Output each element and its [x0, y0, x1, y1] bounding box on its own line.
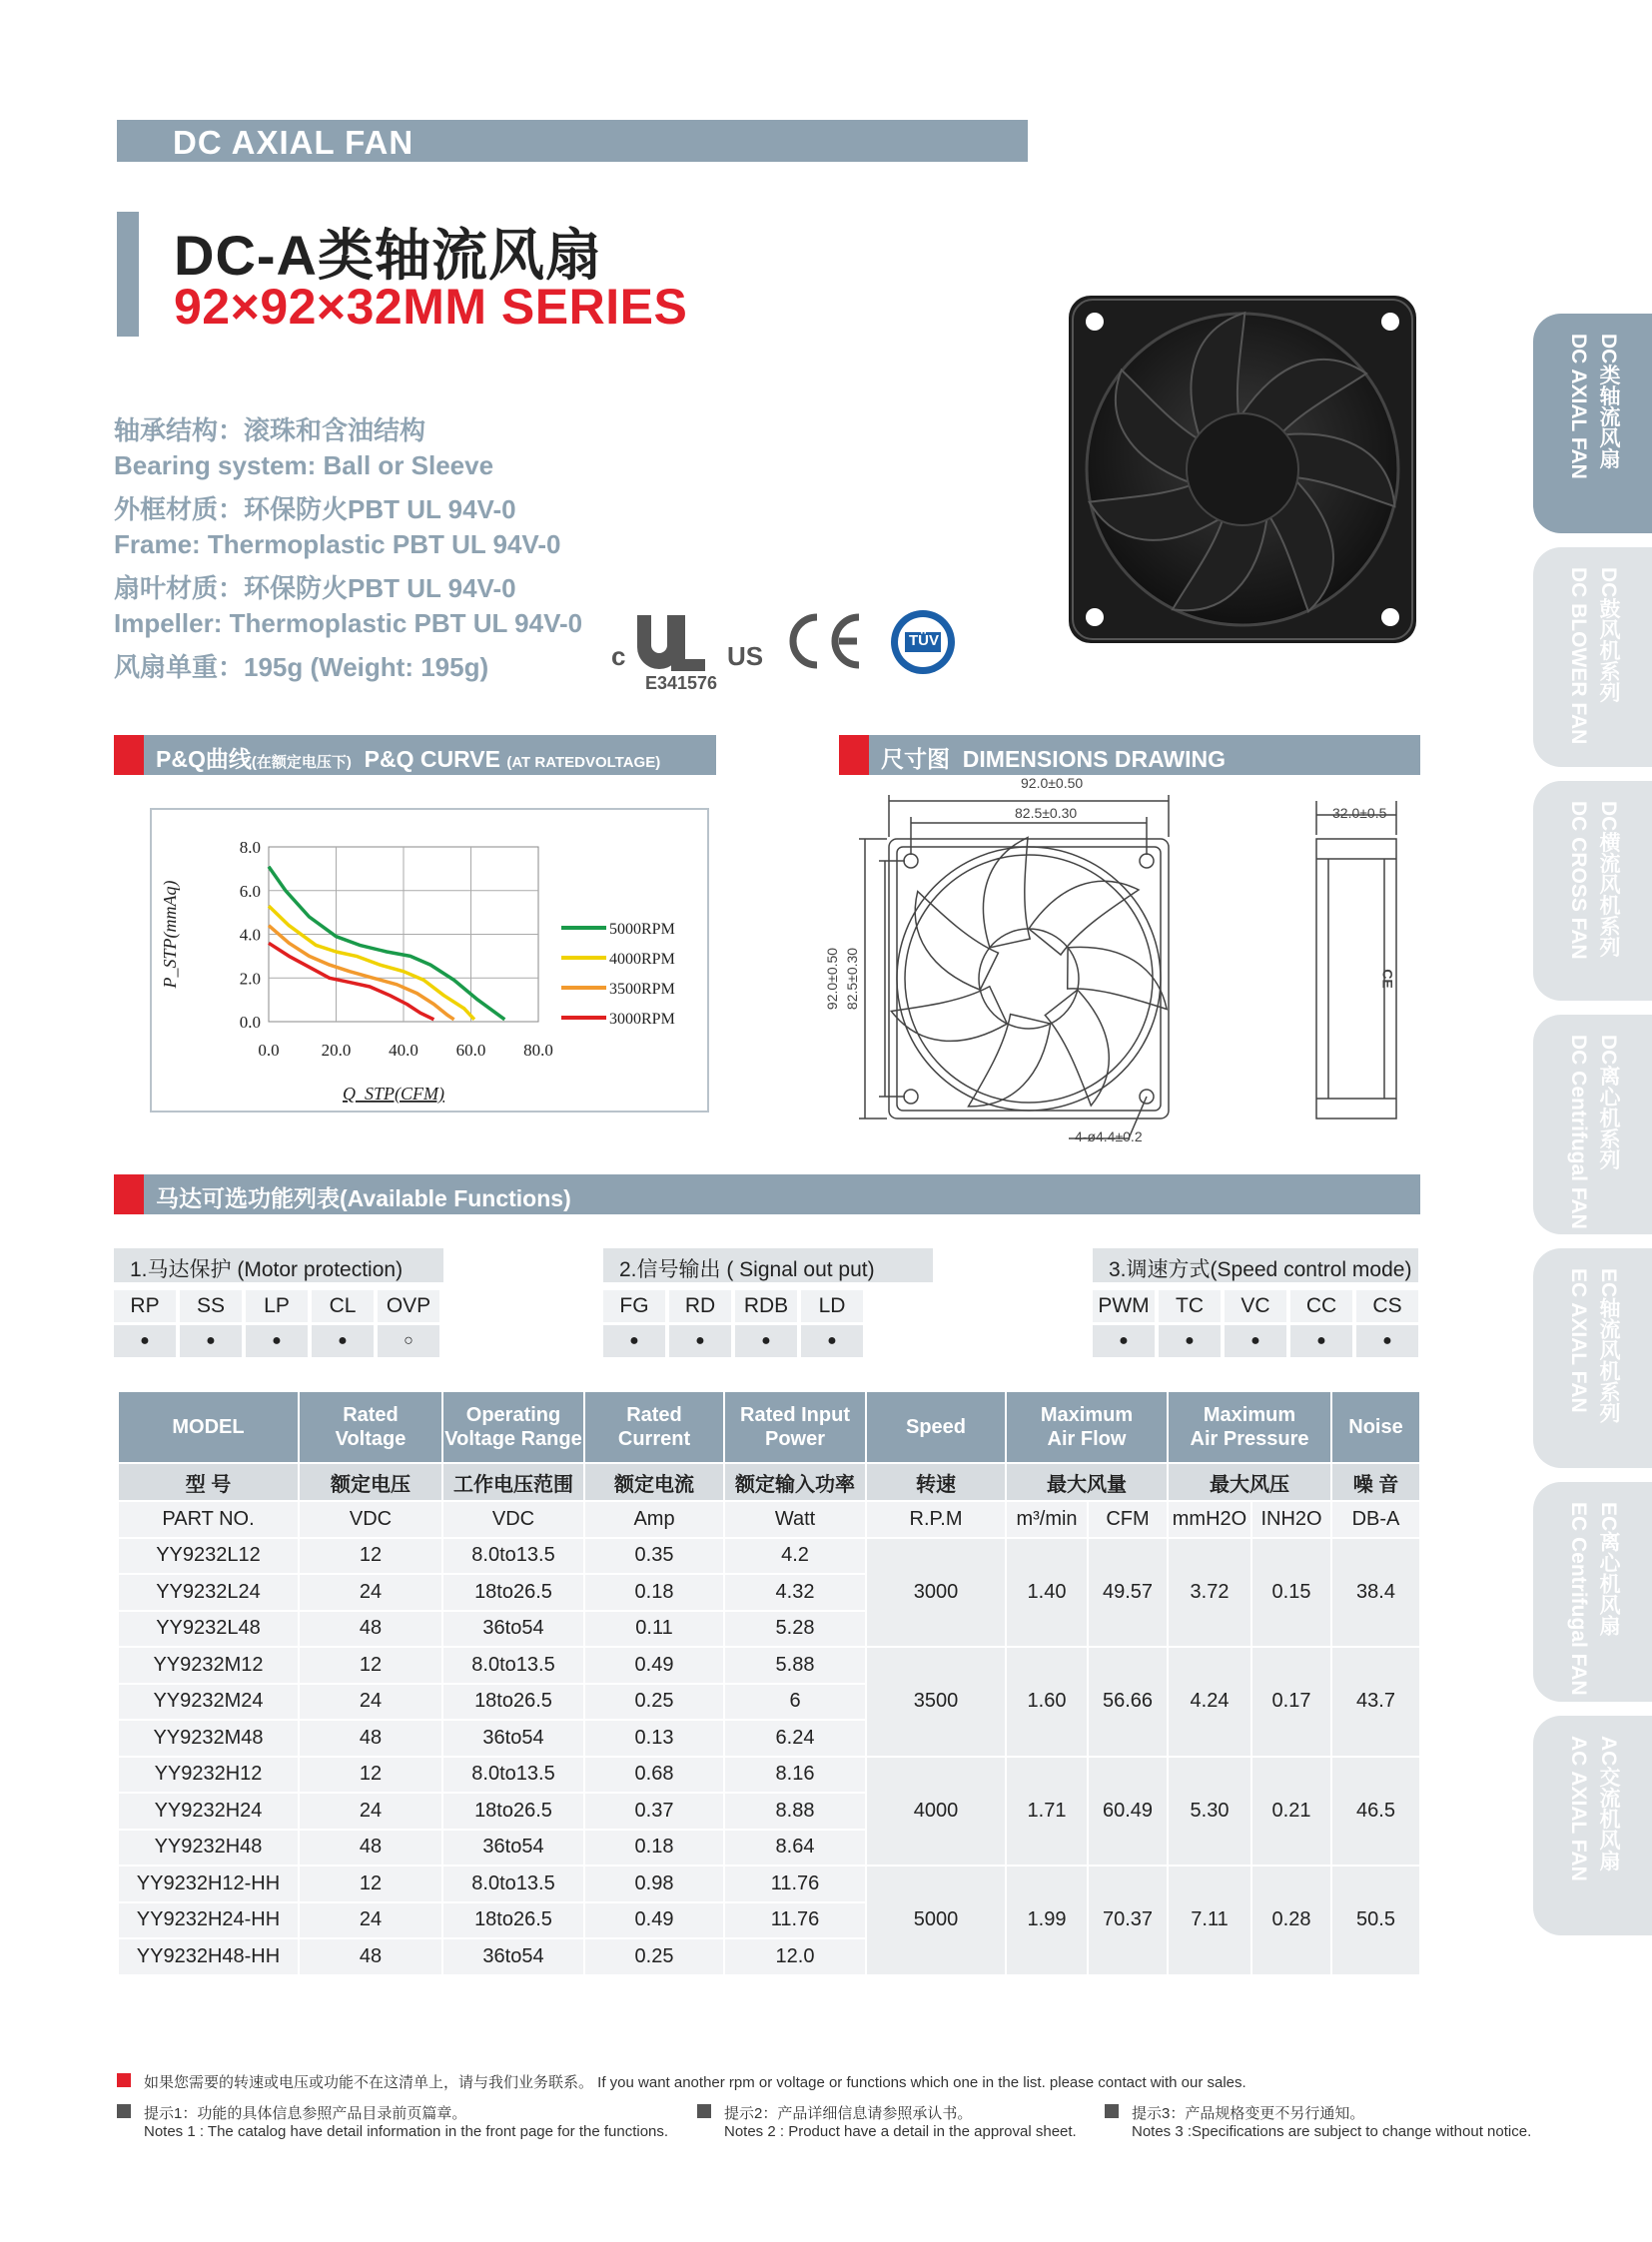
- footer-note2-en: Notes 2 : Product have a detail in the approval sheet.: [724, 2123, 1077, 2140]
- spec-impeller-zh: 扇叶材质：环保防火PBT UL 94V-0: [114, 573, 516, 603]
- pq-curve-title: [156, 741, 660, 774]
- table-group-cell: 56.66: [1088, 1647, 1168, 1757]
- table-group-cell: 1.60: [1006, 1647, 1088, 1757]
- th-operating-range: Operating Voltage Range: [442, 1391, 584, 1463]
- table-cell: 36to54: [442, 1611, 584, 1648]
- th-zh: 噪 音: [1331, 1463, 1420, 1501]
- ul-c-mark: c: [611, 641, 626, 671]
- func-availability-mark: ●: [312, 1325, 374, 1357]
- func-group-title: 3.调速方式(Speed control mode): [1093, 1248, 1418, 1282]
- table-cell: 0.25: [584, 1938, 724, 1975]
- func-availability-mark: ●: [246, 1325, 308, 1357]
- x-tick-label: 80.0: [523, 1041, 553, 1060]
- func-option-tc: TC: [1159, 1290, 1221, 1322]
- func-option-ovp: OVP: [378, 1290, 439, 1322]
- table-cell: 8.0to13.5: [442, 1647, 584, 1684]
- table-group-cell: 4000: [866, 1757, 1006, 1867]
- func-availability-mark: ●: [180, 1325, 242, 1357]
- series-title: 92×92×32MM SERIES: [174, 279, 688, 335]
- drawing-blade: [1028, 984, 1124, 1108]
- table-group-cell: 1.99: [1006, 1866, 1088, 1975]
- func-availability-mark: ○: [378, 1325, 439, 1357]
- func-option-fg: FG: [603, 1290, 665, 1322]
- table-cell: 6: [724, 1684, 866, 1721]
- footer-note3-en: Notes 3 :Specifications are subject to change without notice.: [1132, 2123, 1532, 2140]
- table-cell: 36to54: [442, 1830, 584, 1867]
- dim-overall-width: 92.0±0.50: [1021, 775, 1084, 791]
- th-unit: mmH2O: [1168, 1501, 1251, 1538]
- table-cell: YY9232H12: [118, 1757, 299, 1794]
- nav-tab-dc-cross[interactable]: [1533, 781, 1652, 1001]
- nav-tab-en: DC Centrifugal FAN: [1567, 1035, 1590, 1229]
- func-group-title: 2.信号输出 ( Signal out put): [603, 1248, 933, 1282]
- table-cell: 0.49: [584, 1902, 724, 1939]
- table-cell: 0.11: [584, 1611, 724, 1648]
- th-unit: VDC: [442, 1501, 584, 1538]
- footer-note2-zh: 提示2：产品详细信息请参照承认书。: [724, 2105, 973, 2122]
- footer-note1-zh: 提示1：功能的具体信息参照产品目录前页篇章。: [144, 2105, 467, 2122]
- ul-us-mark: US: [727, 641, 764, 671]
- pq-en: P&Q CURVE: [364, 746, 500, 772]
- table-cell: 8.0to13.5: [442, 1866, 584, 1902]
- footer-square: [1105, 2104, 1119, 2118]
- spec-frame-en: Frame: Thermoplastic PBT UL 94V-0: [114, 529, 561, 559]
- table-group-cell: 7.11: [1168, 1866, 1251, 1975]
- table-cell: YY9232H48: [118, 1830, 299, 1867]
- table-body: [118, 1538, 1420, 1975]
- footer-note1-en: Notes 1 : The catalog have detail information in the front page for the functions.: [144, 2123, 669, 2140]
- nav-tab-en: DC AXIAL FAN: [1567, 334, 1590, 479]
- footer-square: [697, 2104, 711, 2118]
- functions-title: 马达可选功能列表(Available Functions): [156, 1185, 571, 1211]
- func-group-motor: [114, 1248, 443, 1282]
- table-cell: 4.2: [724, 1538, 866, 1575]
- table-cell: 18to26.5: [442, 1574, 584, 1611]
- page-title: DC-A类轴流风扇: [174, 224, 602, 287]
- table-cell: 12: [299, 1538, 442, 1575]
- table-cell: YY9232M24: [118, 1684, 299, 1721]
- nav-tab-en: EC Centrifugal FAN: [1567, 1502, 1590, 1696]
- table-row: [118, 1757, 1420, 1794]
- table-cell: YY9232H24-HH: [118, 1902, 299, 1939]
- func-option-ld: LD: [801, 1290, 863, 1322]
- func-group-signal: [603, 1248, 933, 1282]
- drawing-blade: [940, 1001, 1071, 1115]
- table-cell: 0.18: [584, 1574, 724, 1611]
- table-group-cell: 3.72: [1168, 1538, 1251, 1648]
- nav-tab-zh: DC类轴流风扇: [1597, 334, 1620, 469]
- table-cell: 8.0to13.5: [442, 1757, 584, 1794]
- func-option-pwm: PWM: [1093, 1290, 1155, 1322]
- func-availability-mark: ●: [735, 1325, 797, 1357]
- th-air-flow: Maximum Air Flow: [1006, 1391, 1168, 1463]
- table-cell: 8.16: [724, 1757, 866, 1794]
- table-cell: 11.76: [724, 1866, 866, 1902]
- nav-tab-en: DC BLOWER FAN: [1567, 567, 1590, 745]
- func-option-rd: RD: [669, 1290, 731, 1322]
- nav-tab-label: [1563, 1502, 1623, 1696]
- nav-tab-label: [1563, 1736, 1623, 1881]
- th-zh: 最大风量: [1006, 1463, 1168, 1501]
- th-unit: m³/min: [1006, 1501, 1088, 1538]
- table-cell: 8.0to13.5: [442, 1538, 584, 1575]
- category-band: [117, 120, 1028, 162]
- table-cell: 18to26.5: [442, 1684, 584, 1721]
- nav-tab-label: [1563, 1035, 1623, 1229]
- table-cell: 24: [299, 1574, 442, 1611]
- footer-square: [117, 2104, 131, 2118]
- ul-cert-logo: [609, 607, 769, 697]
- func-availability-mark: ●: [801, 1325, 863, 1357]
- spec-table: [117, 1390, 1421, 1976]
- table-group-cell: 0.28: [1251, 1866, 1331, 1975]
- dimensions-header: [839, 735, 1420, 775]
- table-cell: 0.25: [584, 1684, 724, 1721]
- dim-en: DIMENSIONS DRAWING: [962, 746, 1227, 772]
- table-header-units: [118, 1501, 1420, 1538]
- section-marker: [839, 735, 869, 775]
- section-marker: [114, 1174, 144, 1214]
- th-unit: CFM: [1088, 1501, 1168, 1538]
- table-cell: YY9232M48: [118, 1720, 299, 1757]
- dim-hole-spacing-v: 82.5±0.30: [844, 947, 861, 1011]
- table-cell: 12: [299, 1866, 442, 1902]
- pq-curve-header: [114, 735, 716, 775]
- y-tick-label: 0.0: [239, 1013, 261, 1032]
- table-cell: 0.49: [584, 1647, 724, 1684]
- th-zh: 额定电压: [299, 1463, 442, 1501]
- nav-tab-zh: EC轴流风机系列: [1597, 1268, 1620, 1424]
- th-unit: Watt: [724, 1501, 866, 1538]
- fan-product-photo: [1067, 294, 1418, 645]
- ce-mark-logo: [783, 611, 865, 671]
- spec-bearing-en: Bearing system: Ball or Sleeve: [114, 450, 494, 480]
- th-rated-voltage: Rated Voltage: [299, 1391, 442, 1463]
- func-availability-mark: ●: [1093, 1325, 1155, 1357]
- table-cell: 0.18: [584, 1830, 724, 1867]
- dim-zh: 尺寸图: [881, 746, 950, 772]
- table-group-cell: 60.49: [1088, 1757, 1168, 1867]
- th-unit: DB-A: [1331, 1501, 1420, 1538]
- table-cell: 12.0: [724, 1938, 866, 1975]
- func-option-rdb: RDB: [735, 1290, 797, 1322]
- nav-tab-zh: AC交流机风扇: [1597, 1736, 1620, 1871]
- table-group-cell: 50.5: [1331, 1866, 1420, 1975]
- table-group-cell: 0.17: [1251, 1647, 1331, 1757]
- x-axis-label: Q_STP(CFM): [343, 1084, 444, 1104]
- table-cell: 5.88: [724, 1647, 866, 1684]
- nav-tab-ec-centrifugal[interactable]: [1533, 1482, 1652, 1702]
- tuv-logo: [889, 608, 957, 676]
- category-title: DC AXIAL FAN: [173, 124, 414, 161]
- table-cell: YY9232L24: [118, 1574, 299, 1611]
- footer-red-square: [117, 2073, 131, 2087]
- th-zh: 转速: [866, 1463, 1006, 1501]
- func-group-speed: [1093, 1248, 1418, 1282]
- nav-tab-zh: EC离心机风扇: [1597, 1502, 1620, 1637]
- table-group-cell: 46.5: [1331, 1757, 1420, 1867]
- func-option-vc: VC: [1225, 1290, 1286, 1322]
- pq-zh: P&Q曲线: [156, 746, 252, 772]
- th-rated-current: Rated Current: [584, 1391, 724, 1463]
- x-tick-label: 20.0: [321, 1041, 352, 1060]
- spec-impeller-en: Impeller: Thermoplastic PBT UL 94V-0: [114, 608, 583, 638]
- table-cell: 48: [299, 1938, 442, 1975]
- table-cell: 18to26.5: [442, 1793, 584, 1830]
- func-option-lp: LP: [246, 1290, 308, 1322]
- drawing-blade: [909, 877, 1005, 1001]
- th-zh: 最大风压: [1168, 1463, 1331, 1501]
- legend-label: 3500RPM: [609, 981, 675, 998]
- section-marker: [114, 735, 144, 775]
- table-cell: 48: [299, 1830, 442, 1867]
- table-group-cell: 38.4: [1331, 1538, 1420, 1648]
- table-cell: 0.37: [584, 1793, 724, 1830]
- table-row: [118, 1866, 1420, 1902]
- table-group-cell: 0.21: [1251, 1757, 1331, 1867]
- y-axis-label: P_STP(mmAq): [160, 880, 180, 989]
- dimensions-drawing: [824, 775, 1418, 1154]
- func-availability-mark: ●: [1225, 1325, 1286, 1357]
- table-cell: 36to54: [442, 1938, 584, 1975]
- func-availability-mark: ●: [114, 1325, 176, 1357]
- y-tick-label: 2.0: [239, 969, 261, 989]
- th-zh: 工作电压范围: [442, 1463, 584, 1501]
- pq-zh-note: (在额定电压下): [251, 754, 352, 771]
- table-group-cell: 3500: [866, 1647, 1006, 1757]
- func-option-cc: CC: [1290, 1290, 1352, 1322]
- func-availability-mark: ●: [669, 1325, 731, 1357]
- table-cell: 11.76: [724, 1902, 866, 1939]
- table-cell: 48: [299, 1611, 442, 1648]
- dim-hole-spacing: 82.5±0.30: [1015, 805, 1078, 821]
- table-group-cell: 3000: [866, 1538, 1006, 1648]
- dim-thickness: 32.0±0.5: [1332, 805, 1387, 821]
- table-cell: 24: [299, 1793, 442, 1830]
- th-unit: Amp: [584, 1501, 724, 1538]
- table-cell: YY9232H24: [118, 1793, 299, 1830]
- nav-tab-zh: DC离心机系列: [1597, 1035, 1620, 1170]
- table-cell: YY9232H12-HH: [118, 1866, 299, 1902]
- th-model: MODEL: [118, 1391, 299, 1463]
- nav-tab-zh: DC鼓风机系列: [1597, 567, 1620, 703]
- table-cell: 0.68: [584, 1757, 724, 1794]
- func-availability-mark: ●: [1356, 1325, 1418, 1357]
- th-rated-power: Rated Input Power: [724, 1391, 866, 1463]
- legend-label: 3000RPM: [609, 1011, 675, 1028]
- table-cell: 0.13: [584, 1720, 724, 1757]
- th-zh: 型 号: [118, 1463, 299, 1501]
- func-option-rp: RP: [114, 1290, 176, 1322]
- func-option-cl: CL: [312, 1290, 374, 1322]
- spec-bearing-zh: 轴承结构：滚珠和含油结构: [114, 415, 426, 445]
- x-tick-label: 60.0: [455, 1041, 486, 1060]
- functions-header: [114, 1174, 1420, 1214]
- table-cell: 0.98: [584, 1866, 724, 1902]
- x-tick-label: 0.0: [258, 1041, 280, 1060]
- th-unit: INH2O: [1251, 1501, 1331, 1538]
- table-group-cell: 5000: [866, 1866, 1006, 1975]
- nav-tab-zh: DC横流风机系列: [1597, 801, 1620, 958]
- table-group-cell: 5.30: [1168, 1757, 1251, 1867]
- footer-note3-zh: 提示3：产品规格变更不另行通知。: [1132, 2105, 1365, 2122]
- th-speed: Speed: [866, 1391, 1006, 1463]
- table-row: [118, 1538, 1420, 1575]
- tuv-label: TÜV: [909, 632, 939, 649]
- func-option-cs: CS: [1356, 1290, 1418, 1322]
- nav-tab-label: [1563, 334, 1623, 479]
- table-cell: 36to54: [442, 1720, 584, 1757]
- pq-chart-svg: [152, 810, 707, 1111]
- table-header-en: [118, 1391, 1420, 1463]
- table-cell: YY9232L12: [118, 1538, 299, 1575]
- table-cell: 24: [299, 1902, 442, 1939]
- th-unit: PART NO.: [118, 1501, 299, 1538]
- th-zh: 额定输入功率: [724, 1463, 866, 1501]
- y-tick-label: 4.0: [239, 925, 261, 945]
- table-cell: YY9232M12: [118, 1647, 299, 1684]
- th-zh: 额定电流: [584, 1463, 724, 1501]
- side-ce-mark: CE: [1379, 969, 1396, 989]
- func-group-title: 1.马达保护 (Motor protection): [114, 1248, 443, 1282]
- table-cell: 5.28: [724, 1611, 866, 1648]
- th-unit: R.P.M: [866, 1501, 1006, 1538]
- table-group-cell: 70.37: [1088, 1866, 1168, 1975]
- nav-tab-ac-axial[interactable]: [1533, 1716, 1652, 1935]
- nav-tab-dc-axial[interactable]: [1533, 314, 1652, 533]
- pq-en-note: (AT RATEDVOLTAGE): [506, 754, 661, 771]
- drawing-blade: [1029, 881, 1139, 955]
- table-group-cell: 1.71: [1006, 1757, 1088, 1867]
- table-group-cell: 43.7: [1331, 1647, 1420, 1757]
- nav-tab-label: [1563, 801, 1623, 960]
- footer-main-note: 如果您需要的转速或电压或功能不在这清单上，请与我们业务联系。 If you want another rpm or voltage or functions which one in the list. please contact with our sales.: [144, 2074, 1246, 2091]
- table-group-cell: 0.15: [1251, 1538, 1331, 1648]
- table-cell: 0.35: [584, 1538, 724, 1575]
- table-cell: 24: [299, 1684, 442, 1721]
- title-accent-bar: [117, 212, 139, 337]
- table-cell: 8.64: [724, 1830, 866, 1867]
- table-group-cell: 4.24: [1168, 1647, 1251, 1757]
- th-unit: VDC: [299, 1501, 442, 1538]
- spec-weight: 风扇单重：195g (Weight: 195g): [114, 652, 489, 682]
- table-group-cell: 49.57: [1088, 1538, 1168, 1648]
- table-cell: YY9232H48-HH: [118, 1938, 299, 1975]
- func-option-ss: SS: [180, 1290, 242, 1322]
- table-cell: 8.88: [724, 1793, 866, 1830]
- table-cell: 6.24: [724, 1720, 866, 1757]
- table-cell: YY9232L48: [118, 1611, 299, 1648]
- nav-tab-dc-centrifugal[interactable]: [1533, 1015, 1652, 1234]
- table-cell: 12: [299, 1647, 442, 1684]
- table-cell: 18to26.5: [442, 1902, 584, 1939]
- ul-file-number: E341576: [645, 673, 718, 693]
- spec-frame-zh: 外框材质：环保防火PBT UL 94V-0: [114, 494, 516, 524]
- table-row: [118, 1647, 1420, 1684]
- func-availability-mark: ●: [1290, 1325, 1352, 1357]
- nav-tab-dc-blower[interactable]: [1533, 547, 1652, 767]
- pq-chart: [150, 808, 709, 1113]
- legend-label: 4000RPM: [609, 951, 675, 968]
- table-header-zh: [118, 1463, 1420, 1501]
- th-noise: Noise: [1331, 1391, 1420, 1463]
- nav-tab-label: [1563, 1268, 1623, 1423]
- y-tick-label: 8.0: [239, 838, 261, 857]
- func-availability-mark: ●: [1159, 1325, 1221, 1357]
- drawing-blade: [953, 832, 1079, 964]
- nav-tab-en: AC AXIAL FAN: [1567, 1736, 1590, 1881]
- dimensions-title: [881, 741, 1226, 774]
- table-cell: 48: [299, 1720, 442, 1757]
- th-air-pressure: Maximum Air Pressure: [1168, 1391, 1331, 1463]
- table-cell: 4.32: [724, 1574, 866, 1611]
- table-cell: 12: [299, 1757, 442, 1794]
- nav-tab-en: DC CROSS FAN: [1567, 801, 1590, 960]
- dim-holes: 4-ø4.4±0.2: [1075, 1128, 1143, 1144]
- dim-overall-height: 92.0±0.50: [824, 947, 841, 1011]
- legend-label: 5000RPM: [609, 921, 675, 938]
- y-tick-label: 6.0: [239, 881, 261, 901]
- nav-tab-ec-axial[interactable]: [1533, 1248, 1652, 1468]
- nav-tab-en: EC AXIAL FAN: [1567, 1268, 1590, 1413]
- nav-tab-label: [1563, 567, 1623, 744]
- func-availability-mark: ●: [603, 1325, 665, 1357]
- x-tick-label: 40.0: [389, 1041, 418, 1060]
- table-group-cell: 1.40: [1006, 1538, 1088, 1648]
